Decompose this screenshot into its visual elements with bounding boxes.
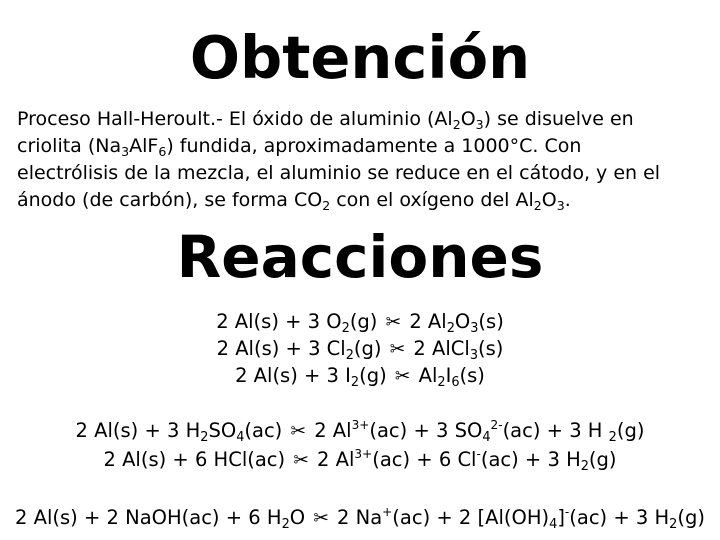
subscript: 4 [549,516,558,532]
paragraph-line: criolita $(Na_3AlF_6)$ fundida, aproximadamente a 1000°C. Con [17,135,582,159]
reaction-arrow-icon: ✂ [313,508,329,529]
subscript: 2 [437,374,446,390]
subscript: 3 [470,320,479,336]
reaction-arrow-icon: ✂ [389,339,406,360]
reactions-heading: Reacciones [176,223,544,291]
paragraph-line: electrólisis de la mezcla, el aluminio se reduce en el cátodo, y en el [17,162,661,184]
subscript: 2 [345,347,354,363]
subscript: 6 [158,143,167,159]
subscript: 2 [669,516,678,532]
subscript: 4 [482,429,491,445]
reaction-arrow-icon: ✂ [385,312,402,333]
subscript: 4 [236,429,245,445]
equation-al-iodine: 2 Al(s) + 3 $I_2(g)$ ✂ $Al_2I_6(s)$ [235,364,485,390]
subscript: 2 [200,429,209,445]
subscript: 2 [608,429,617,445]
subscript: 2 [350,374,360,390]
subscript: 3 [475,116,484,132]
superscript: - [476,447,481,462]
equation-al-sulfuric-acid: 2 Al(s) + 3 $H_2SO_4(ac)$ ✂ 2 $Al^{3+}(ac) + 3$ $SO_4^{2-}(ac) + 3$ H $_2$(g) [75,418,645,445]
reaction-arrow-icon: ✂ [394,366,411,387]
subscript: 2 [281,516,290,532]
subscript: 2 [452,116,461,132]
subscript: 3 [469,347,479,363]
equation-al-oxygen: 2 Al(s) + 3 $O_2(g)$ ✂ 2 $Al_2O_3(s)$ [216,310,504,336]
superscript: + [382,505,393,520]
subscript: 2 [322,197,331,213]
subscript: 6 [451,374,460,390]
subscript: 2 [446,320,455,336]
subscript: 2 [580,458,589,474]
equation-al-hydrochloric-acid: 2 Al(s) + 6 HCl(ac) ✂ 2 $Al^{3+}(ac) + 6$ Cl-(ac) + 3 $H_2(g)$ [103,447,617,474]
subscript: 2 [341,320,350,336]
subscript: 2 [533,197,542,213]
process-paragraph [17,106,707,214]
reaction-arrow-icon: ✂ [293,450,309,471]
superscript: - [564,505,570,520]
superscript: 3+ [351,418,370,433]
superscript: 2- [490,418,503,433]
equation-al-chlorine: 2 Al(s) + 3 $Cl_2(g)$ ✂ 2 AlCl$_3$(s) [216,337,504,363]
paragraph-line: ánodo (de carbón), se forma $CO_2$ con el oxígeno del $Al_2O_3$. [17,189,571,213]
paragraph-line: Proceso Hall-Heroult.- El óxido de aluminio $(Al_2O_3)$ se disuelve en [17,108,634,132]
superscript: 3+ [354,447,373,462]
subscript: 3 [556,197,565,213]
equation-al-sodium-hydroxide: 2 Al(s) + 2 NaOH(ac) + 6 $H_2O$ ✂ 2 Na+(ac) + 2 $[Al(OH)_4]^-(ac) + 3$ $H_2(g)$ [15,505,705,532]
slide-title: Obtención [189,23,531,92]
subscript: 3 [121,143,130,159]
reaction-arrow-icon: ✂ [290,421,306,442]
